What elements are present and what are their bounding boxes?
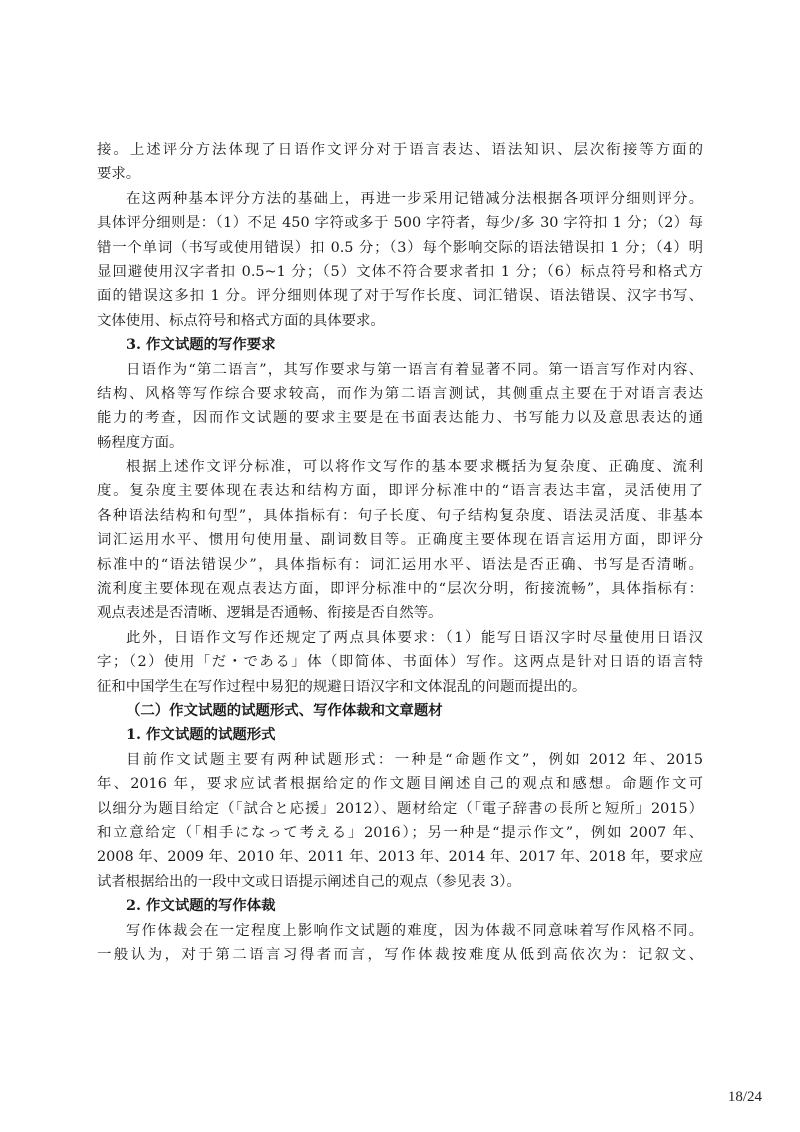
text-line: 错一个单词（书写或使用错误）扣 0.5 分；（3）每个影响交际的语法错误扣 1 分；（4）明 xyxy=(97,239,703,256)
page-body xyxy=(97,138,703,967)
text-line: 在这两种基本评分方法的基础上，再进一步采用记错减分法根据各项评分细则评分。 xyxy=(126,190,703,207)
text-line: 度。复杂度主要体现在表达和结构方面，即评分标准中的“语言表达丰富，灵活使用了 xyxy=(97,483,703,500)
text-line: 根据上述作文评分标准，可以将作文写作的基本要求概括为复杂度、正确度、流利 xyxy=(126,459,703,476)
text-line: 标准中的“语法错误少”，具体指标有：词汇运用水平、语法是否正确、书写是否清晰。 xyxy=(97,556,703,573)
text-line: 日语作为“第二语言”，其写作要求与第一语言有着显著不同。第一语言写作对内容、 xyxy=(126,361,703,378)
page-number: 18/24 xyxy=(727,1089,762,1105)
text-line: 接。上述评分方法体现了日语作文评分对于语言表达、语法知识、层次衔接等方面的 xyxy=(97,142,703,158)
text-line: 具体评分细则是：（1）不足 450 字符或多于 500 字符者，每少/多 30 字符扣 1 分；（2）每 xyxy=(97,215,703,232)
text-line: 2008 年、2009 年、2010 年、2011 年、2013 年、2014 年、2017 年、2018 年，要求应 xyxy=(97,849,703,866)
text-line: 能力的考查，因而作文试题的要求主要是在书面表达能力、书写能力以及意思表达的通 xyxy=(97,410,703,427)
text-line: 词汇运用水平、惯用句使用量、副词数目等。正确度主要体现在语言运用方面，即评分 xyxy=(97,532,703,549)
text-line: 畅程度方面。 xyxy=(97,434,184,451)
text-line: 年、2016 年，要求应试者根据给定的作文题目阐述自己的观点和感想。命题作文可 xyxy=(97,776,703,793)
text-line: 要求。 xyxy=(97,166,141,183)
text-line: 观点表述是否清晰、逻辑是否通畅、衔接是否自然等。 xyxy=(97,605,443,622)
text-line: 和立意给定（「相手になって考える」2016）；另一种是“提示作文”，例如 2007 年、 xyxy=(97,824,703,841)
text-line: 写作体裁会在一定程度上影响作文试题的难度，因为体裁不同意味着写作风格不同。 xyxy=(126,922,703,939)
text-line: 试者根据给出的一段中文或日语提示阐述自己的观点（参见表 3）。 xyxy=(97,873,521,890)
text-line: 征和中国学生在写作过程中易犯的规避日语汉字和文体混乱的问题而提出的。 xyxy=(97,678,587,695)
text-line: 显回避使用汉字者扣 0.5~1 分；（5）文体不符合要求者扣 1 分；（6）标点符号和格式方 xyxy=(97,263,703,280)
text-line: 一般认为，对于第二语言习得者而言，写作体裁按难度从低到高依次为：记叙文、 xyxy=(97,946,703,963)
text-line: 此外，日语作文写作还规定了两点具体要求：（1）能写日语汉字时尽量使用日语汉 xyxy=(126,629,703,646)
text-line: 结构、风格等写作综合要求较高，而作为第二语言测试，其侧重点主要在于对语言表达 xyxy=(97,385,703,402)
text-line: 以细分为题目给定（「試合と応援」2012）、题材给定（「電子辞書の長所と短所」2015） xyxy=(97,800,703,817)
section-heading: （二）作文试题的试题形式、写作体裁和文章题材 xyxy=(126,701,443,719)
text-line: 面的错误这多扣 1 分。评分细则体现了对于写作长度、词汇错误、语法错误、汉字书写、 xyxy=(97,288,703,305)
text-line: 文体使用、标点符号和格式方面的具体要求。 xyxy=(97,312,385,329)
section-heading: 2. 作文试题的写作体裁 xyxy=(126,897,276,915)
text-line: 字；（2）使用「だ・である」体（即简体、书面体）写作。这两点是针对日语的语言特 xyxy=(97,654,703,671)
section-heading: 3. 作文试题的写作要求 xyxy=(126,336,276,354)
text-line: 流利度主要体现在观点表达方面，即评分标准中的“层次分明，衔接流畅”，具体指标有： xyxy=(97,581,703,598)
text-line: 各种语法结构和句型”，具体指标有：句子长度、句子结构复杂度、语法灵活度、非基本 xyxy=(97,507,703,524)
section-heading: 1. 作文试题的试题形式 xyxy=(126,726,276,744)
text-line: 目前作文试题主要有两种试题形式：一种是“命题作文”，例如 2012 年、2015 xyxy=(126,751,703,768)
